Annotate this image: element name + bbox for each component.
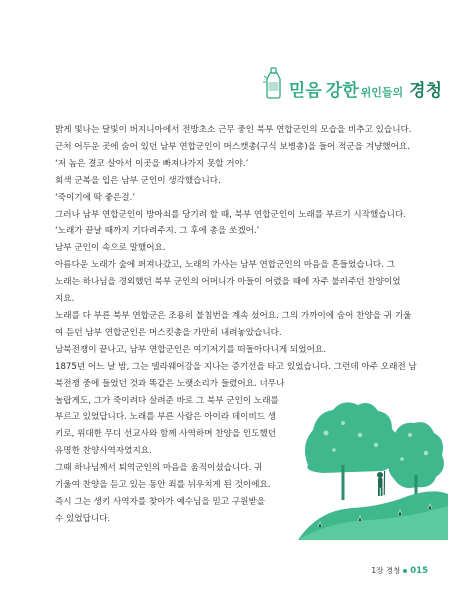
paragraph-line: 부르고 있었답니다. 노래를 부른 사람은 아이라 데이비드 생 [55,412,277,423]
paragraph-line: 유명한 찬양사역자였지요. [55,446,152,457]
paragraph-line: 밝게 빛나는 달빛이 버지니아에서 전방초소 근무 중인 북부 연합군인의 모습을 비추고 있습니다. [55,125,412,135]
paragraph-line: 즉시 그는 생키 사역자를 찾아가 예수님을 믿고 구원받을 [55,496,266,507]
paragraph-line: 1875년 어느 날 밤, 그는 델라웨어강을 지나는 증기선을 타고 있었습니다. 그런데 아주 오래전 남 [55,361,417,372]
paragraph-line: 그러나 남부 연합군인이 방아쇠를 당기려 할 때, 북부 연합군인이 노래를 부르기 시작했습니다. [55,209,406,220]
paragraph-line: 회색 군복을 입은 남부 군인이 생각했습니다. [55,175,221,186]
paragraph-line: 그때 하나님께서 퇴역군인의 마음을 움직이셨습니다. 귀 [55,463,263,474]
header-title-3: 위인들의 [360,86,404,99]
header-title-1: 믿음 [288,81,322,101]
paragraph-line: 남부 군인이 속으로 말했어요. [55,243,166,254]
paragraph-line: 노래를 다 부른 북부 연합군은 조용히 불침번을 계속 섰어요. 그의 가까이에 숨어 찬양을 귀 기울 [55,310,412,321]
bottle-icon [261,66,285,100]
page-footer [371,565,428,576]
paragraph-line: 근처 어두운 곳에 숨어 있던 남부 연합군인이 머스캣총(구식 보병총)을 들어 적군을 겨냥했어요. [55,141,410,152]
chapter-label: 1장 경청 [371,566,401,575]
paragraph-line: 북전쟁 중에 들었던 것과 똑같은 노랫소리가 들렸어요. 너무나 [55,378,285,389]
paragraph-line: ‘저 놈은 결코 살아서 이곳을 빠져나가지 못할 거야.’ [55,158,249,169]
page-number: 015 [410,565,428,576]
header-title-2: 강한 [325,81,359,101]
paragraph-line: 기울여 찬양을 듣고 있는 동안 죄를 뉘우치게 된 것이에요. [55,480,271,491]
paragraph-line: 노래는 하나님을 경외했던 북부 군인의 어머니가 아들이 어렸을 때에 자주 불러주던 찬양이었 [55,277,401,288]
paragraph-line: ‘죽이기에 딱 좋은걸.’ [55,192,136,203]
paragraph-line: ‘노래가 끝날 때까지 기다려주지. 그 후에 총을 쏘겠어.’ [55,226,260,237]
paragraph-line: 놀랍게도, 그가 죽이려다 살려준 바로 그 북부 군인이 노래를 [55,395,279,406]
paragraph-line: 남북전쟁이 끝나고, 남부 연합군인은 여기저기를 떠돌아다니게 되었어요. [55,344,326,355]
paragraph-line: 지요. [55,294,75,305]
paragraph-line: 여 듣던 남부 연합군인은 머스킷총을 가만히 내려놓았습니다. [55,327,282,338]
paragraph-line: 키로, 위대한 무디 선교사와 함께 사역하며 찬양을 인도했던 [55,429,277,440]
paragraph-line: 아름다운 노래가 숲에 퍼져나갔고, 노래의 가사는 남부 연합군인의 마음을 흔들었습니다. 그 [55,260,395,271]
paragraph-line: 수 있었답니다. [55,513,111,524]
header-title-4: 경청 [409,81,442,101]
separator-dot-icon [403,569,407,573]
section-header [261,66,442,100]
soldier-on-hill-illustration [298,395,448,540]
